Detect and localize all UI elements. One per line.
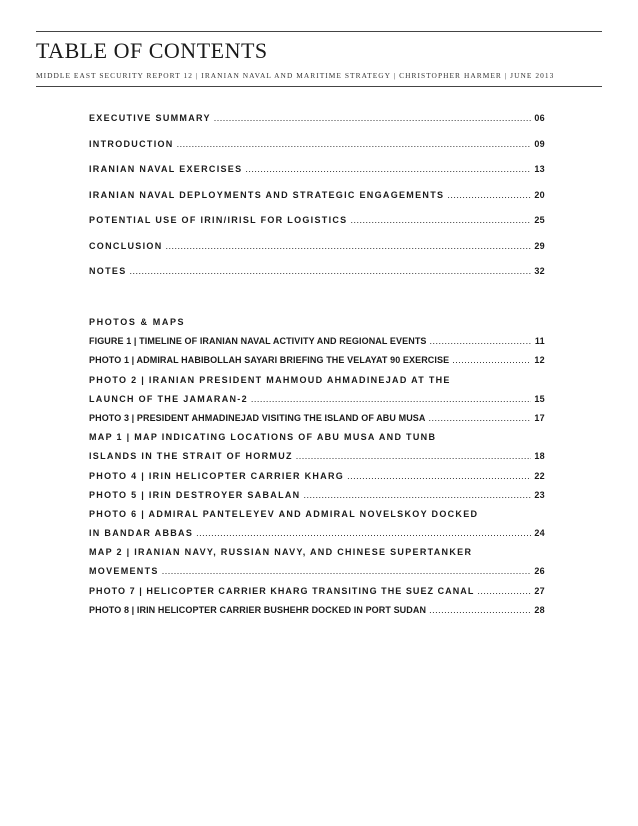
toc-entry-label: NOTES <box>89 266 127 276</box>
dot-leader <box>166 241 532 251</box>
toc-entry-label: LAUNCH OF THE JAMARAN-2 <box>89 393 248 404</box>
dot-leader <box>347 471 531 481</box>
toc-entry-introduction[interactable] <box>89 139 545 165</box>
toc-entry-photo-5[interactable] <box>89 490 545 509</box>
dot-leader <box>430 336 532 346</box>
toc-entry-page: 26 <box>534 566 545 577</box>
toc-entry-page: 24 <box>534 528 545 539</box>
toc-entry-photo-1[interactable] <box>89 355 545 374</box>
dot-leader <box>429 605 531 615</box>
toc-entry-label: EXECUTIVE SUMMARY <box>89 113 211 123</box>
toc-entry-page: 11 <box>534 336 545 347</box>
toc-entry-map-1-line-1[interactable]: MAP 1 | MAP INDICATING LOCATIONS OF ABU MUSA AND TUNB <box>89 432 437 443</box>
toc-entry-label: POTENTIAL USE OF IRIN/IRISL FOR LOGISTICS <box>89 215 348 225</box>
toc-entry-label: INTRODUCTION <box>89 138 174 149</box>
toc-entry-page: 17 <box>534 412 545 423</box>
toc-entry-page: 20 <box>534 189 545 200</box>
toc-entry-page: 22 <box>534 470 545 481</box>
dot-leader <box>296 451 532 461</box>
toc-entry-map-1[interactable] <box>89 451 545 470</box>
toc-entry-page: 27 <box>534 585 545 596</box>
toc-entry-label: FIGURE 1 | TIMELINE OF IRANIAN NAVAL ACTIVITY AND REGIONAL EVENTS <box>89 336 427 347</box>
toc-entry-page: 15 <box>534 393 545 404</box>
toc-entry-photo-6-line-1[interactable]: PHOTO 6 | ADMIRAL PANTELEYEV AND ADMIRAL NOVELSKOY DOCKED <box>89 508 479 519</box>
toc-entry-label: PHOTO 7 | HELICOPTER CARRIER KHARG TRANSITING THE SUEZ CANAL <box>89 585 475 596</box>
toc-entry-page: 13 <box>534 164 545 174</box>
dot-leader <box>245 164 531 174</box>
toc-entry-page: 28 <box>534 604 545 615</box>
header-bottom-rule <box>36 86 602 87</box>
dot-leader <box>214 113 532 123</box>
toc-entry-photo-2[interactable] <box>89 394 545 413</box>
dot-leader <box>130 266 532 276</box>
photos-maps-heading: PHOTOS & MAPS <box>89 317 186 327</box>
toc-entry-label: IRANIAN NAVAL DEPLOYMENTS AND STRATEGIC ENGAGEMENTS <box>89 189 445 200</box>
toc-entry-photo-3[interactable] <box>89 413 545 432</box>
dot-leader <box>177 139 532 149</box>
toc-entry-map-2-line-1[interactable]: MAP 2 | IRANIAN NAVY, RUSSIAN NAVY, AND CHINESE SUPERTANKER <box>89 547 473 558</box>
dot-leader <box>251 394 531 404</box>
toc-entry-logistics[interactable] <box>89 215 545 241</box>
toc-entry-label: IN BANDAR ABBAS <box>89 528 194 539</box>
toc-entry-label: IRANIAN NAVAL EXERCISES <box>89 164 243 174</box>
toc-entry-page: 23 <box>534 489 545 500</box>
toc-entry-photo-2-line-1[interactable]: PHOTO 2 | IRANIAN PRESIDENT MAHMOUD AHMADINEJAD AT THE <box>89 374 451 385</box>
toc-entry-label: PHOTO 4 | IRIN HELICOPTER CARRIER KHARG <box>89 470 345 481</box>
toc-entry-photo-6[interactable] <box>89 528 545 547</box>
toc-entry-label: PHOTO 8 | IRIN HELICOPTER CARRIER BUSHEHR DOCKED IN PORT SUDAN <box>89 604 427 615</box>
photos-maps-list <box>89 317 545 624</box>
toc-entry-page: 06 <box>534 113 545 123</box>
toc-entry-notes[interactable] <box>89 266 545 292</box>
toc-entry-photo-7[interactable] <box>89 586 545 605</box>
toc-entry-label: ISLANDS IN THE STRAIT OF HORMUZ <box>89 451 293 462</box>
toc-entry-page: 32 <box>534 266 545 276</box>
report-subtitle: MIDDLE EAST SECURITY REPORT 12 | IRANIAN NAVAL AND MARITIME STRATEGY | CHRISTOPHER HARMER | JUNE 2013 <box>36 71 555 80</box>
toc-entry-page: 18 <box>534 451 545 462</box>
toc-entry-executive-summary[interactable] <box>89 113 545 139</box>
toc-main-list <box>89 113 545 292</box>
toc-entry-conclusion[interactable] <box>89 241 545 267</box>
toc-entry-photo-8[interactable] <box>89 605 545 624</box>
toc-entry-label: MOVEMENTS <box>89 566 159 577</box>
toc-entry-map-2[interactable] <box>89 566 545 585</box>
dot-leader <box>196 528 531 538</box>
dot-leader <box>477 586 531 596</box>
toc-entry-label: PHOTO 5 | IRIN DESTROYER SABALAN <box>89 489 301 500</box>
page-title: TABLE OF CONTENTS <box>36 38 268 63</box>
dot-leader <box>447 190 531 200</box>
toc-entry-page: 09 <box>534 138 545 149</box>
toc-entry-page: 25 <box>534 215 545 225</box>
toc-entry-deployments[interactable] <box>89 190 545 216</box>
toc-entry-photo-4[interactable] <box>89 471 545 490</box>
toc-entry-label: PHOTO 3 | PRESIDENT AHMADINEJAD VISITING THE ISLAND OF ABU MUSA <box>89 412 426 423</box>
toc-entry-label: CONCLUSION <box>89 240 163 251</box>
dot-leader <box>350 215 531 225</box>
header-top-rule <box>36 31 602 32</box>
dot-leader <box>303 490 531 500</box>
dot-leader <box>452 355 531 365</box>
toc-entry-page: 29 <box>534 240 545 251</box>
dot-leader <box>162 566 532 576</box>
toc-entry-figure-1[interactable] <box>89 336 545 355</box>
toc-entry-naval-exercises[interactable] <box>89 164 545 190</box>
toc-entry-label: PHOTO 1 | ADMIRAL HABIBOLLAH SAYARI BRIEFING THE VELAYAT 90 EXERCISE <box>89 355 450 366</box>
dot-leader <box>429 413 532 423</box>
toc-entry-page: 12 <box>534 355 545 366</box>
